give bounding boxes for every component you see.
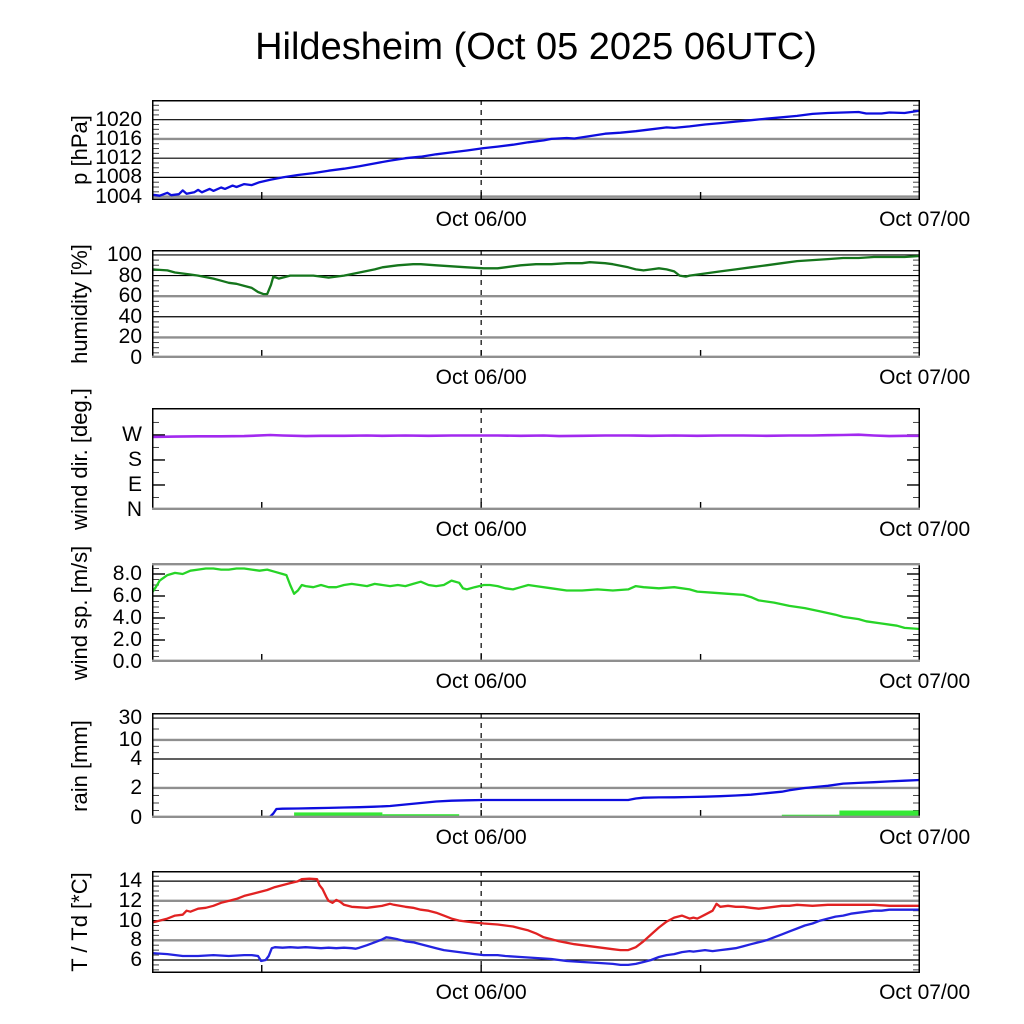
x-tick-label: Oct 07/00 [879,981,971,1004]
panel-pressure-plot [152,100,920,200]
panel-wind-speed [67,545,971,693]
y-tick-label: 0 [130,806,142,829]
y-tick-label: 1012 [95,146,142,170]
panel-pressure [67,100,971,231]
y-axis-label-pressure: p [hPa] [67,115,92,185]
y-tick-label: 20 [118,325,142,349]
x-tick-label: Oct 07/00 [879,670,971,693]
y-tick-label: W [122,422,142,446]
y-tick-label: 1004 [95,184,142,208]
y-tick-label: 12 [118,888,142,912]
y-axis-label-rain: rain [mm] [67,719,92,812]
y-tick-label: 0 [130,346,142,369]
wind-direction-line [152,435,920,437]
panel-temperature [67,869,971,1004]
chart-title: Hildesheim (Oct 05 2025 06UTC) [255,26,817,68]
x-tick-label: Oct 06/00 [435,518,527,541]
y-tick-label: 2 [130,775,142,799]
panel-wind-direction [67,388,971,541]
y-axis-label-humidity: humidity [%] [67,244,92,364]
y-tick-label: 4 [130,746,142,770]
x-tick-label: Oct 07/00 [879,518,971,541]
panel-humidity-plot [152,250,920,358]
dewpoint-line [152,910,920,965]
y-tick-label: 14 [118,869,142,893]
y-axis-label-wind-speed: wind sp. [m/s] [67,545,92,680]
y-tick-label: 30 [118,706,142,730]
y-tick-label: 80 [118,263,142,287]
pressure-line [152,111,920,196]
panel-humidity [67,242,971,389]
y-tick-label: 10 [118,908,142,932]
wind-speed-line [152,569,920,630]
y-tick-label: N [126,498,142,521]
rain-bars [839,811,920,817]
panel-temperature-plot [152,871,920,973]
x-tick-label: Oct 06/00 [435,981,527,1004]
y-axis-label-temperature: T / Td [*C] [67,872,92,972]
y-tick-label: 60 [118,284,142,308]
y-tick-label: 1008 [95,165,142,189]
y-tick-label: 8 [130,928,142,952]
panel-wind-speed-plot [152,563,920,662]
x-tick-label: Oct 06/00 [435,670,527,693]
y-tick-label: 40 [118,304,142,328]
x-tick-label: Oct 07/00 [879,366,971,389]
y-tick-label: 2.0 [112,628,142,651]
x-tick-label: Oct 06/00 [435,208,527,231]
x-tick-label: Oct 06/00 [435,826,527,849]
y-tick-label: 4.0 [112,606,142,629]
x-tick-label: Oct 06/00 [435,366,527,389]
y-axis-label-wind-direction: wind dir. [deg.] [67,388,92,530]
y-tick-label: 10 [118,727,142,751]
panel-rain [67,706,971,849]
panel-rain-plot [152,713,920,818]
y-tick-label: 0.0 [112,650,142,673]
y-tick-label: 1016 [95,126,142,150]
x-tick-label: Oct 07/00 [879,208,971,231]
y-tick-label: 8.0 [112,562,142,585]
rain-accum-line [152,780,920,818]
y-tick-label: 6.0 [112,584,142,607]
y-tick-label: E [127,472,142,496]
y-tick-label: S [127,447,142,471]
y-tick-label: 1020 [95,107,142,131]
y-tick-label: 6 [130,947,142,971]
x-tick-label: Oct 07/00 [879,826,971,849]
y-tick-label: 100 [106,242,142,266]
panel-wind-direction-plot [152,408,920,510]
